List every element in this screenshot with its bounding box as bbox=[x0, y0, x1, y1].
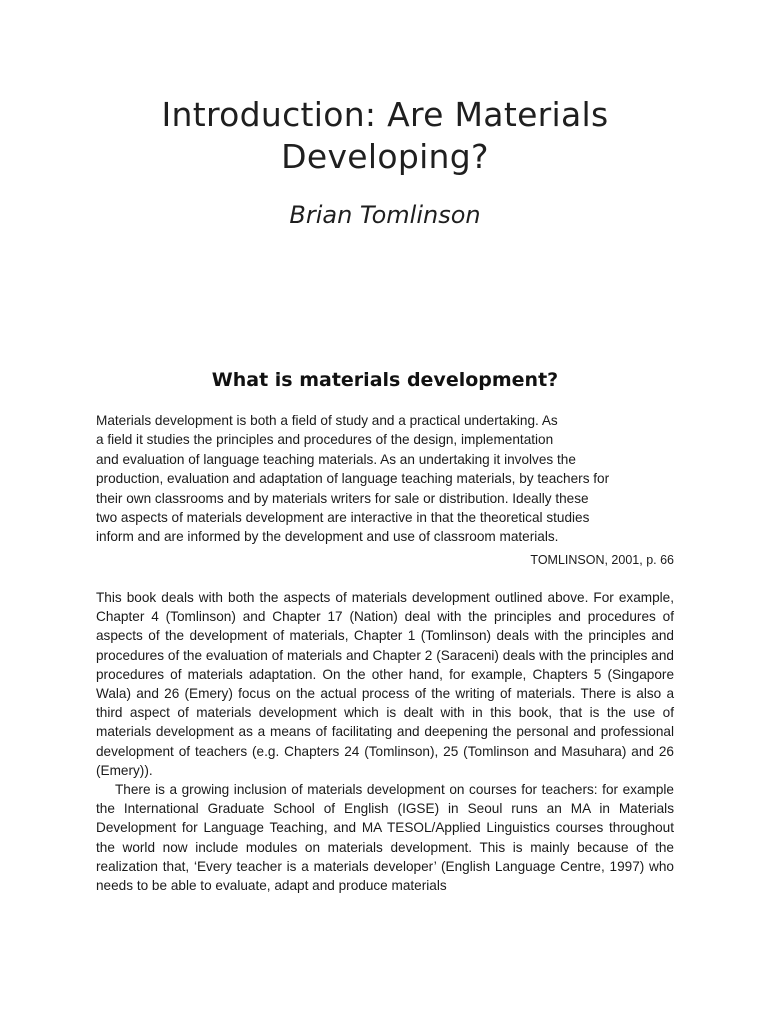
quote-line: and evaluation of language teaching materials. As an undertaking it involves the bbox=[96, 451, 576, 467]
block-quote bbox=[96, 411, 676, 547]
quote-line: their own classrooms and by materials writers for sale or distribution. Ideally these bbox=[96, 490, 589, 506]
body-text bbox=[96, 588, 674, 895]
quote-line: production, evaluation and adaptation of language teaching materials, by teachers for bbox=[96, 471, 610, 487]
body-paragraph: There is a growing inclusion of materials development on courses for teachers: for example the International Graduate School of English (IGSE) in Seoul runs an MA in Materials Development for Language Teaching, and MA TESOL/Applied Linguistics courses throughout the world now include modules on materials development. This is mainly because of the realization that, ‘Every teacher is a materials developer’ (English Language Centre, 1997) who needs to be able to evaluate, adapt and produce materials bbox=[96, 782, 674, 894]
chapter-title: Introduction: Are Materials Developing? bbox=[161, 95, 609, 176]
quote-line: Materials development is both a field of study and a practical undertaking. As bbox=[96, 413, 558, 428]
chapter-author: Brian Tomlinson bbox=[289, 201, 481, 229]
quote-line: a field it studies the principles and procedures of the design, implementation bbox=[96, 432, 554, 448]
quote-citation: TOMLINSON, 2001, p. 66 bbox=[530, 553, 674, 567]
section-heading: What is materials development? bbox=[211, 369, 559, 391]
quote-line: two aspects of materials development are interactive in that the theoretical studies bbox=[96, 510, 590, 526]
body-paragraph: This book deals with both the aspects of materials development outlined above. For example, Chapter 4 (Tomlinson) and Chapter 17 (Nation) deal with the principles and procedures of aspects of the development of materials, Chapter 1 (Tomlinson) deals with the principles and procedures of the evaluation of materials and Chapter 2 (Saraceni) deals with the principles and procedures of materials adaptation. On the other hand, for example, Chapters 5 (Singapore Wala) and 26 (Emery) focus on the actual process of the writing of materials. There is also a third aspect of materials development which is dealt with in this book, that is the use of materials development as a means of facilitating and deepening the personal and professional development of teachers (e.g. Chapters 24 (Tomlinson), 25 (Tomlinson and Masuhara) and 26 (Emery)). bbox=[96, 590, 674, 778]
quote-line: inform and are informed by the development and use of classroom materials. bbox=[96, 529, 559, 545]
